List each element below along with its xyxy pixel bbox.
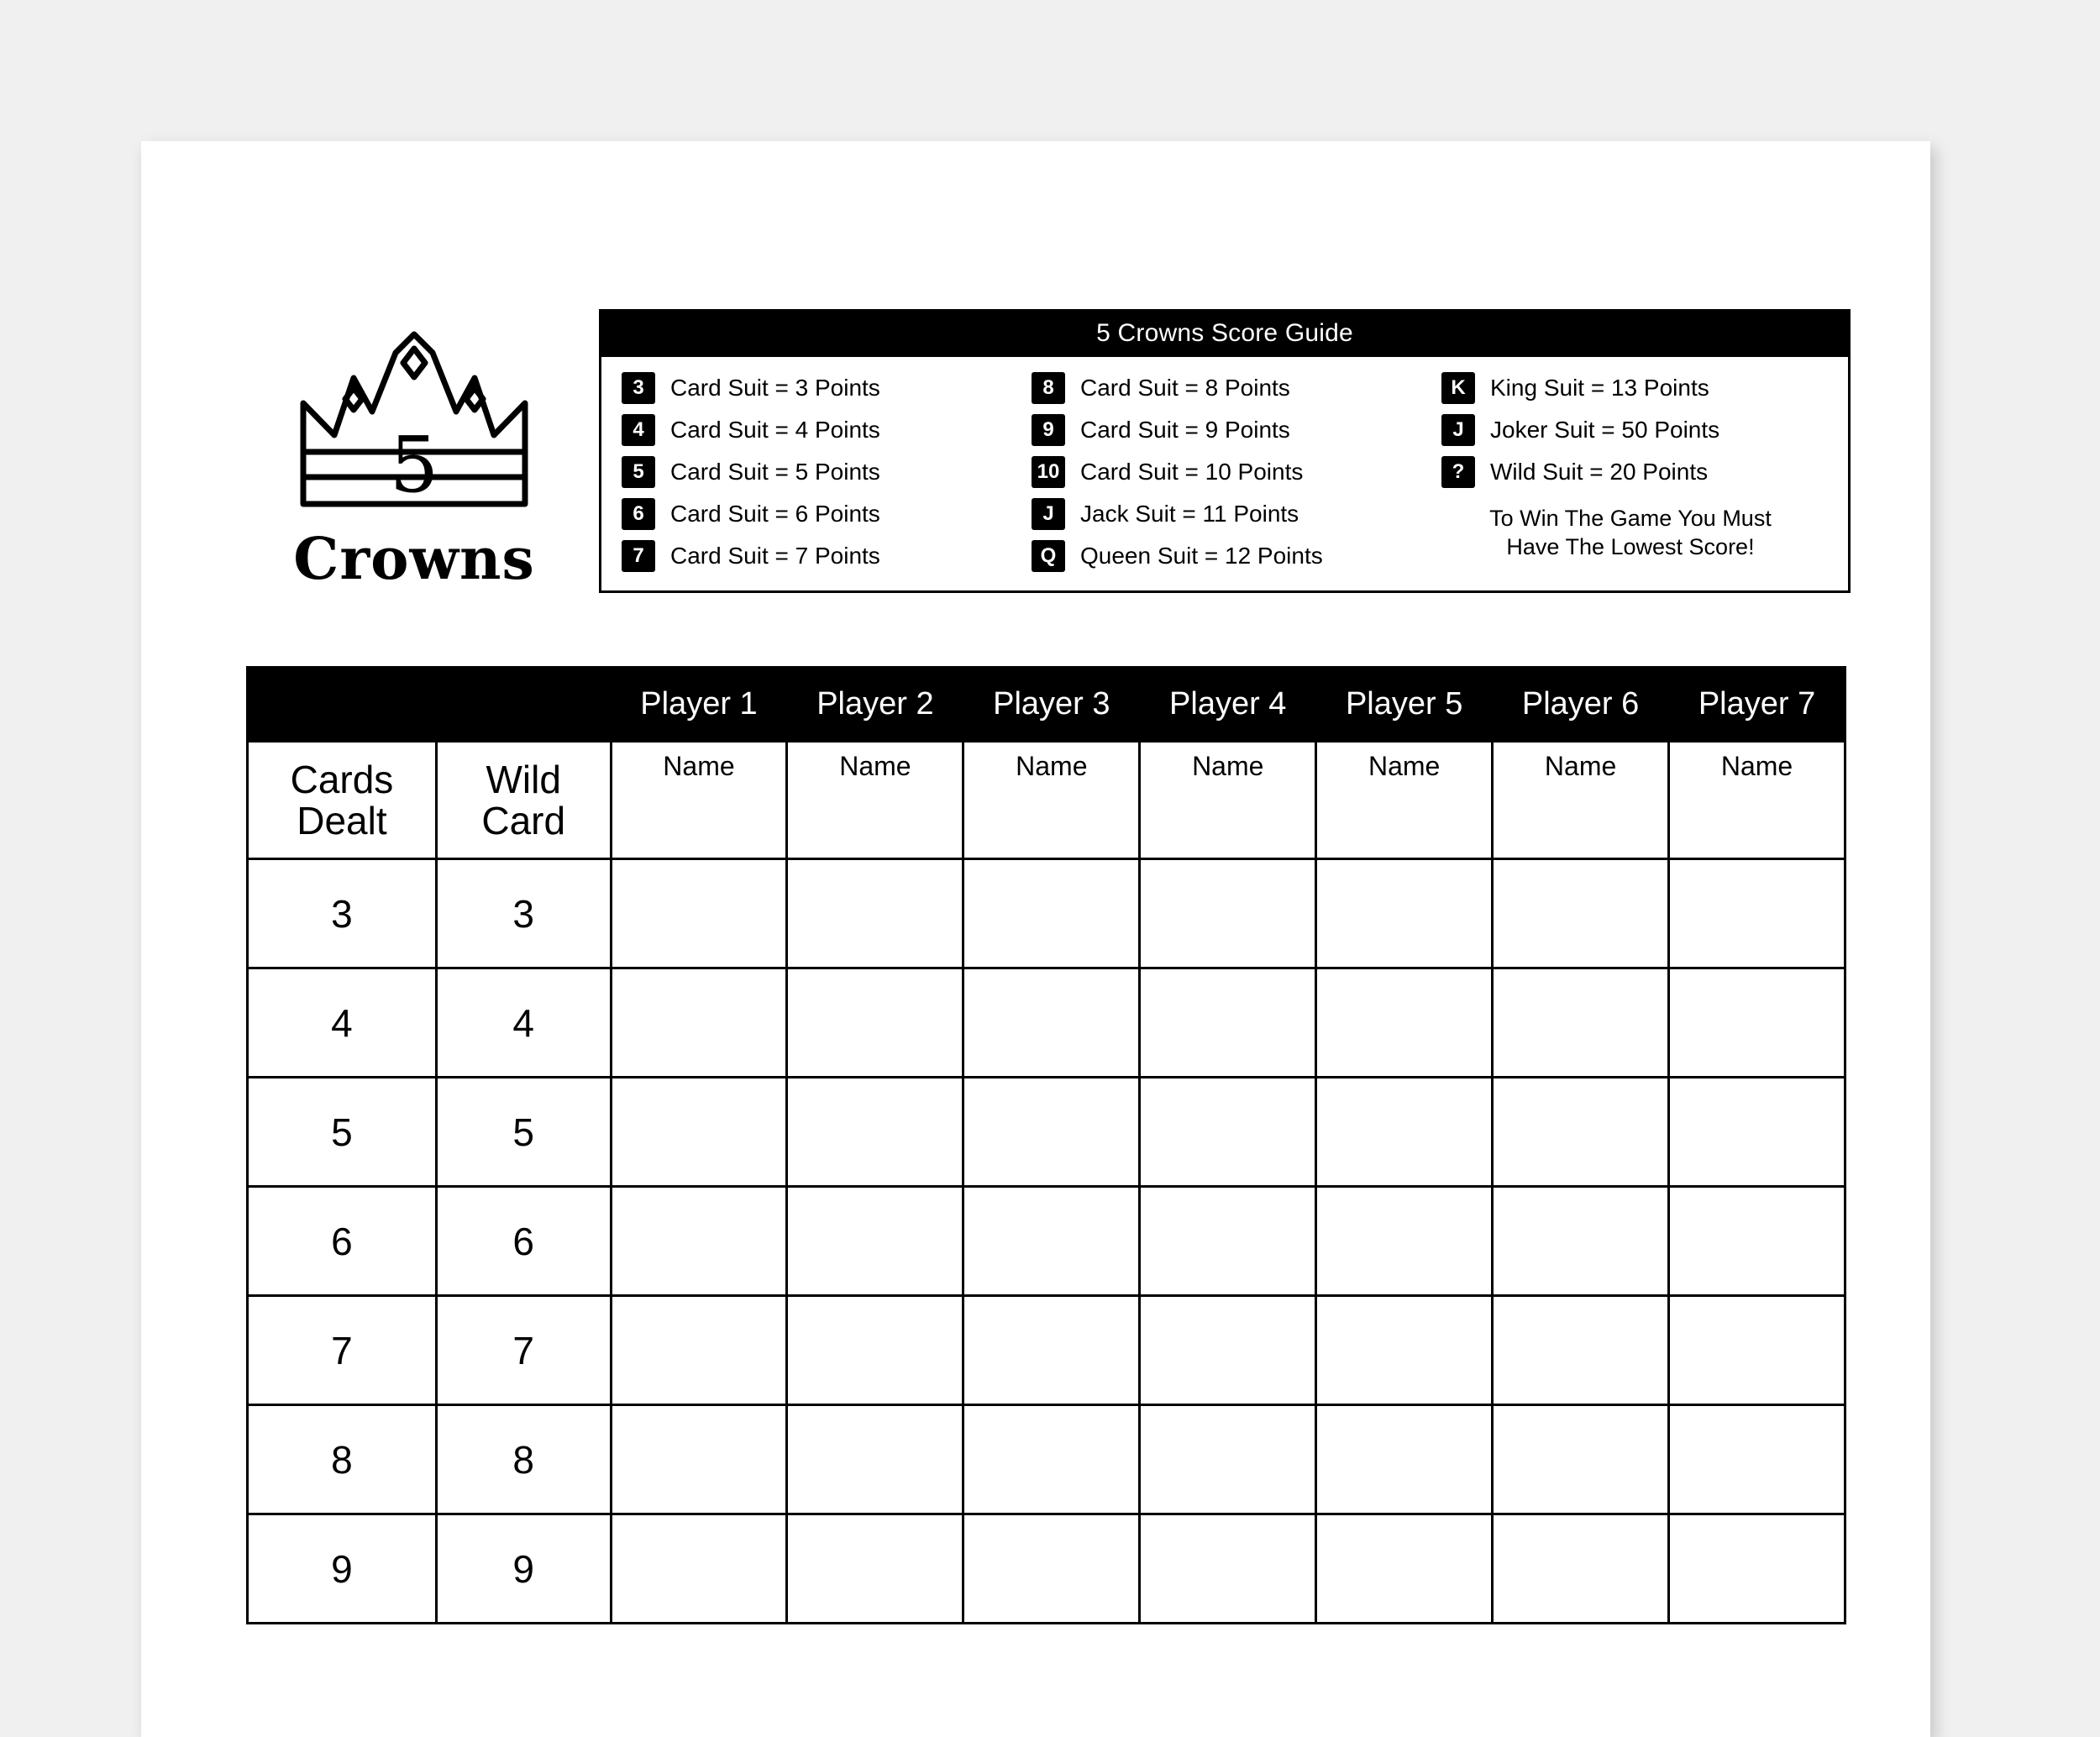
wild-card-line-2: Card bbox=[481, 798, 566, 842]
score-entry-cell[interactable] bbox=[1140, 1405, 1316, 1514]
score-entry-cell[interactable] bbox=[1140, 1514, 1316, 1624]
header-blank-wild bbox=[436, 668, 611, 742]
score-entry-cell[interactable] bbox=[787, 968, 963, 1078]
score-entry-cell[interactable] bbox=[1140, 1296, 1316, 1405]
score-guide-row bbox=[1032, 409, 1425, 451]
wild-card-value: 4 bbox=[436, 968, 611, 1078]
card-chip-icon: K bbox=[1441, 372, 1475, 404]
table-row bbox=[248, 1405, 1845, 1514]
player-name-input-4[interactable]: Name bbox=[1140, 742, 1316, 859]
cards-dealt-value: 6 bbox=[248, 1187, 437, 1296]
card-chip-icon: 3 bbox=[622, 372, 655, 404]
score-entry-cell[interactable] bbox=[1669, 1187, 1845, 1296]
score-entry-cell[interactable] bbox=[1493, 968, 1669, 1078]
score-guide-row bbox=[1441, 367, 1835, 409]
table-header-row bbox=[248, 668, 1845, 742]
wild-card-value: 3 bbox=[436, 859, 611, 968]
score-sheet-page bbox=[141, 141, 1930, 1737]
win-note-line-1: To Win The Game You Must bbox=[1489, 506, 1772, 531]
card-chip-icon: 8 bbox=[1032, 372, 1065, 404]
logo-number: 5 bbox=[389, 420, 439, 510]
header-blank-cards bbox=[248, 668, 437, 742]
score-entry-cell[interactable] bbox=[611, 1405, 787, 1514]
score-guide-text: Card Suit = 3 Points bbox=[670, 375, 880, 401]
score-entry-cell[interactable] bbox=[1669, 1296, 1845, 1405]
score-entry-cell[interactable] bbox=[1316, 1296, 1493, 1405]
score-entry-cell[interactable] bbox=[1493, 1078, 1669, 1187]
score-entry-cell[interactable] bbox=[787, 1405, 963, 1514]
card-chip-icon: 9 bbox=[1032, 414, 1065, 446]
player-header-4: Player 4 bbox=[1140, 668, 1316, 742]
score-guide-row bbox=[1441, 409, 1835, 451]
card-chip-icon: J bbox=[1441, 414, 1475, 446]
score-entry-cell[interactable] bbox=[1669, 859, 1845, 968]
score-entry-cell[interactable] bbox=[787, 1514, 963, 1624]
score-entry-cell[interactable] bbox=[611, 1514, 787, 1624]
score-guide-text: King Suit = 13 Points bbox=[1490, 375, 1709, 401]
score-guide-text: Card Suit = 7 Points bbox=[670, 543, 880, 569]
score-guide-text: Card Suit = 4 Points bbox=[670, 417, 880, 443]
score-entry-cell[interactable] bbox=[1316, 968, 1493, 1078]
score-guide-text: Jack Suit = 11 Points bbox=[1080, 501, 1299, 527]
card-chip-icon: 7 bbox=[622, 540, 655, 572]
player-header-1: Player 1 bbox=[611, 668, 787, 742]
score-guide-title: 5 Crowns Score Guide bbox=[601, 312, 1848, 357]
card-chip-icon: 4 bbox=[622, 414, 655, 446]
score-entry-cell[interactable] bbox=[1669, 1405, 1845, 1514]
score-entry-cell[interactable] bbox=[1493, 1405, 1669, 1514]
player-header-7: Player 7 bbox=[1669, 668, 1845, 742]
score-entry-cell[interactable] bbox=[611, 1078, 787, 1187]
score-guide-row bbox=[1032, 535, 1425, 577]
player-name-input-6[interactable]: Name bbox=[1493, 742, 1669, 859]
score-entry-cell[interactable] bbox=[1316, 859, 1493, 968]
score-entry-cell[interactable] bbox=[787, 1187, 963, 1296]
win-note-line-2: Have The Lowest Score! bbox=[1506, 533, 1755, 559]
card-chip-icon: 6 bbox=[622, 498, 655, 530]
player-name-input-3[interactable]: Name bbox=[963, 742, 1140, 859]
win-condition-note bbox=[1441, 505, 1835, 562]
five-crowns-logo bbox=[246, 328, 582, 593]
table-row bbox=[248, 1187, 1845, 1296]
score-entry-cell[interactable] bbox=[1140, 1187, 1316, 1296]
score-entry-cell[interactable] bbox=[1669, 1514, 1845, 1624]
score-entry-cell[interactable] bbox=[611, 1296, 787, 1405]
score-entry-cell[interactable] bbox=[963, 968, 1140, 1078]
player-name-input-5[interactable]: Name bbox=[1316, 742, 1493, 859]
card-chip-icon: J bbox=[1032, 498, 1065, 530]
score-guide-text: Card Suit = 5 Points bbox=[670, 459, 880, 485]
player-name-input-2[interactable]: Name bbox=[787, 742, 963, 859]
cards-dealt-value: 9 bbox=[248, 1514, 437, 1624]
score-guide-body bbox=[601, 357, 1848, 590]
score-guide-row bbox=[1032, 493, 1425, 535]
column-header-wild-card bbox=[436, 742, 611, 859]
score-entry-cell[interactable] bbox=[963, 1078, 1140, 1187]
score-entry-cell[interactable] bbox=[1493, 1514, 1669, 1624]
score-entry-cell[interactable] bbox=[787, 1296, 963, 1405]
player-name-input-1[interactable]: Name bbox=[611, 742, 787, 859]
wild-card-line-1: Wild bbox=[486, 758, 561, 802]
score-entry-cell[interactable] bbox=[1316, 1078, 1493, 1187]
table-row bbox=[248, 859, 1845, 968]
score-guide-row bbox=[622, 367, 1015, 409]
score-guide-text: Queen Suit = 12 Points bbox=[1080, 543, 1323, 569]
score-entry-cell[interactable] bbox=[1140, 968, 1316, 1078]
score-guide-column-2 bbox=[1020, 367, 1430, 577]
sheet-header bbox=[141, 235, 1930, 593]
score-entry-cell[interactable] bbox=[611, 968, 787, 1078]
table-row bbox=[248, 1078, 1845, 1187]
score-guide-column-1 bbox=[610, 367, 1020, 577]
card-chip-icon: ? bbox=[1441, 456, 1475, 488]
score-entry-cell[interactable] bbox=[1140, 1078, 1316, 1187]
score-guide-text: Card Suit = 10 Points bbox=[1080, 459, 1304, 485]
score-entry-cell[interactable] bbox=[787, 1078, 963, 1187]
table-row bbox=[248, 1514, 1845, 1624]
crown-icon bbox=[288, 328, 540, 521]
score-guide-row bbox=[622, 451, 1015, 493]
score-entry-cell[interactable] bbox=[1316, 1405, 1493, 1514]
table-name-row bbox=[248, 742, 1845, 859]
score-entry-cell[interactable] bbox=[1493, 1296, 1669, 1405]
player-name-input-7[interactable]: Name bbox=[1669, 742, 1845, 859]
score-entry-cell[interactable] bbox=[1493, 859, 1669, 968]
score-guide-row bbox=[622, 535, 1015, 577]
score-guide-text: Wild Suit = 20 Points bbox=[1490, 459, 1709, 485]
table-row bbox=[248, 968, 1845, 1078]
score-entry-cell[interactable] bbox=[963, 859, 1140, 968]
score-guide-text: Joker Suit = 50 Points bbox=[1490, 417, 1720, 443]
score-guide-column-3 bbox=[1430, 367, 1840, 577]
score-guide-text: Card Suit = 8 Points bbox=[1080, 375, 1290, 401]
score-entry-cell[interactable] bbox=[1140, 859, 1316, 968]
score-entry-cell[interactable] bbox=[1316, 1514, 1493, 1624]
wild-card-value: 5 bbox=[436, 1078, 611, 1187]
cards-dealt-value: 4 bbox=[248, 968, 437, 1078]
cards-dealt-line-2: Dealt bbox=[297, 798, 387, 842]
score-entry-cell[interactable] bbox=[1493, 1187, 1669, 1296]
score-guide-row bbox=[1032, 451, 1425, 493]
score-entry-cell[interactable] bbox=[963, 1514, 1140, 1624]
player-header-6: Player 6 bbox=[1493, 668, 1669, 742]
score-table bbox=[246, 666, 1846, 1624]
card-chip-icon: 10 bbox=[1032, 456, 1065, 488]
cards-dealt-value: 8 bbox=[248, 1405, 437, 1514]
logo-wordmark: Crowns bbox=[293, 526, 535, 593]
wild-card-value: 6 bbox=[436, 1187, 611, 1296]
score-guide-row bbox=[622, 493, 1015, 535]
table-row bbox=[248, 1296, 1845, 1405]
score-guide-row bbox=[1032, 367, 1425, 409]
player-header-5: Player 5 bbox=[1316, 668, 1493, 742]
column-header-cards-dealt bbox=[248, 742, 437, 859]
score-guide-text: Card Suit = 9 Points bbox=[1080, 417, 1290, 443]
score-entry-cell[interactable] bbox=[963, 1187, 1140, 1296]
card-chip-icon: 5 bbox=[622, 456, 655, 488]
wild-card-value: 8 bbox=[436, 1405, 611, 1514]
wild-card-value: 9 bbox=[436, 1514, 611, 1624]
score-entry-cell[interactable] bbox=[1669, 1078, 1845, 1187]
score-guide-row bbox=[1441, 451, 1835, 493]
score-entry-cell[interactable] bbox=[963, 1405, 1140, 1514]
score-entry-cell[interactable] bbox=[963, 1296, 1140, 1405]
score-guide-row bbox=[622, 409, 1015, 451]
score-entry-cell[interactable] bbox=[611, 1187, 787, 1296]
player-header-2: Player 2 bbox=[787, 668, 963, 742]
cards-dealt-value: 3 bbox=[248, 859, 437, 968]
cards-dealt-value: 7 bbox=[248, 1296, 437, 1405]
score-entry-cell[interactable] bbox=[611, 859, 787, 968]
cards-dealt-value: 5 bbox=[248, 1078, 437, 1187]
player-header-3: Player 3 bbox=[963, 668, 1140, 742]
card-chip-icon: Q bbox=[1032, 540, 1065, 572]
wild-card-value: 7 bbox=[436, 1296, 611, 1405]
score-entry-cell[interactable] bbox=[1316, 1187, 1493, 1296]
score-entry-cell[interactable] bbox=[1669, 968, 1845, 1078]
cards-dealt-line-1: Cards bbox=[290, 758, 394, 802]
score-guide-text: Card Suit = 6 Points bbox=[670, 501, 880, 527]
score-entry-cell[interactable] bbox=[787, 859, 963, 968]
score-guide-box bbox=[599, 309, 1851, 593]
